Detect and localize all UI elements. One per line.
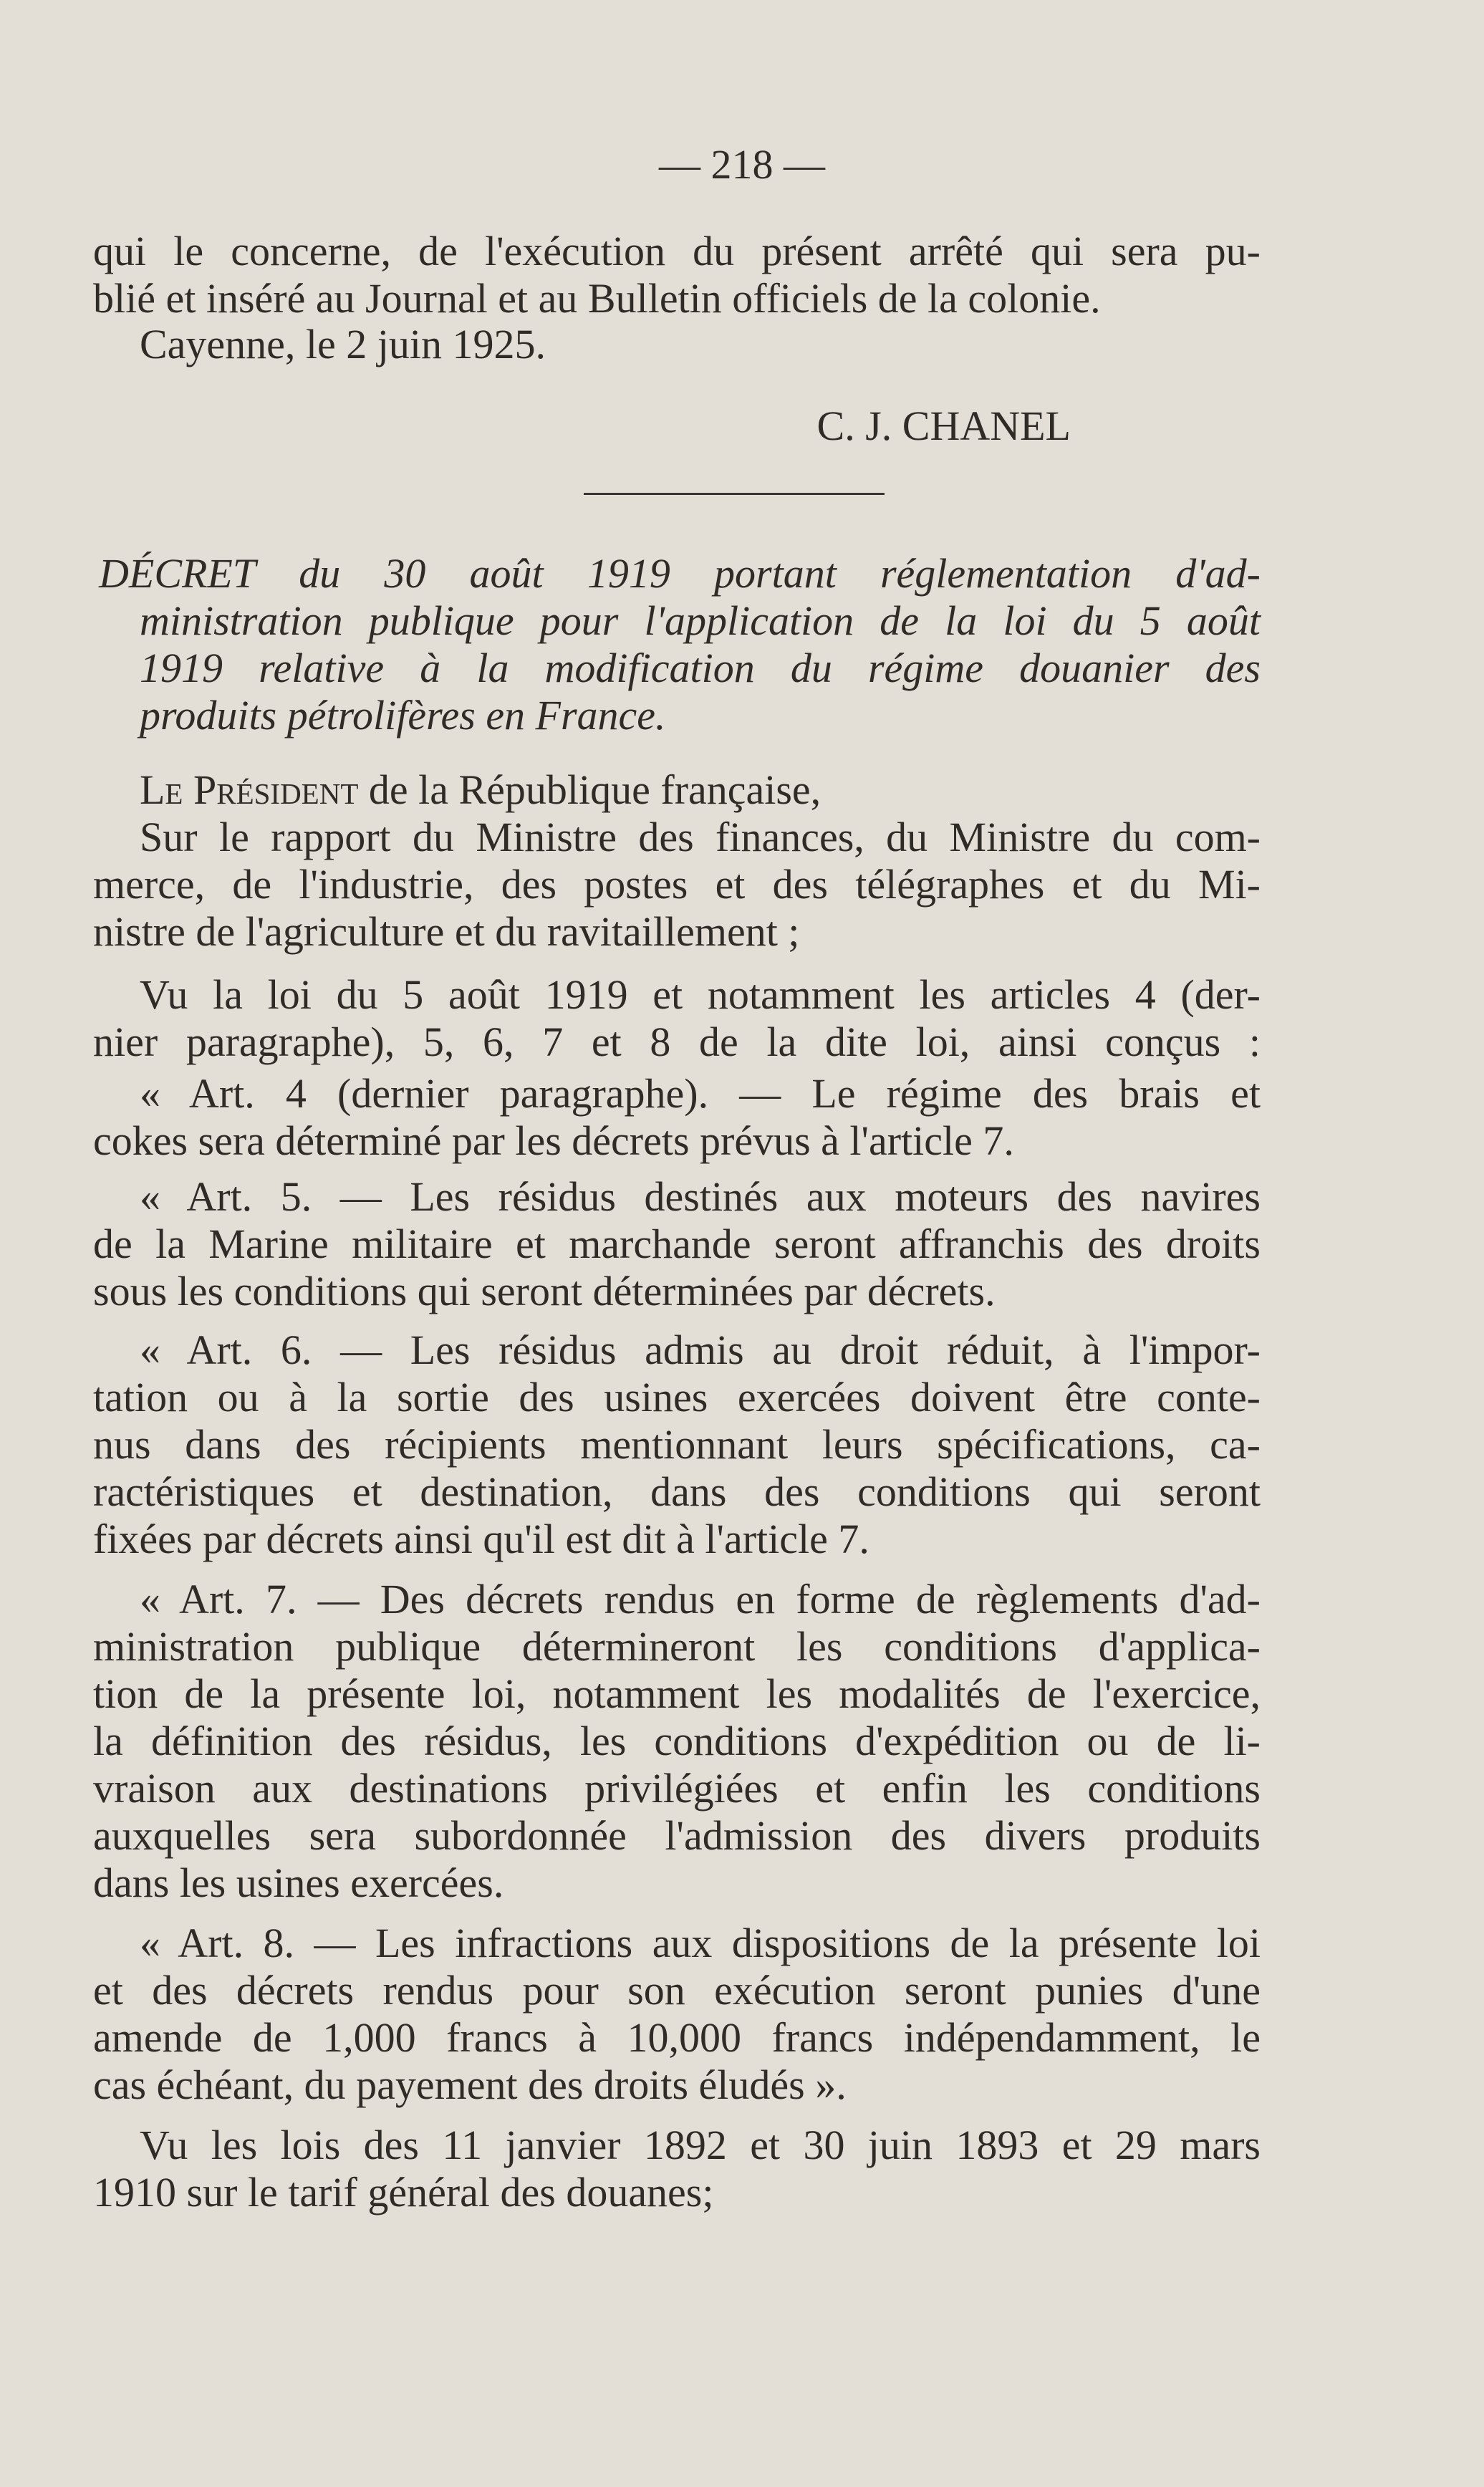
body-line: ministration publique détermineront les conditions d'applica- xyxy=(93,1623,1261,1670)
decree-title-line-4: produits pétrolifères en France. xyxy=(140,692,666,739)
body-line: « Art. 5. — Les résidus destinés aux moteurs des navires xyxy=(140,1173,1261,1220)
arrete-line-1: qui le concerne, de l'exécution du présent arrêté qui sera pu- xyxy=(93,228,1261,274)
body-line: tation ou à la sortie des usines exercées doivent être conte- xyxy=(93,1374,1261,1420)
body-line: auxquelles sera subordonnée l'admission des divers produits xyxy=(93,1812,1261,1859)
body-line: Vu la loi du 5 août 1919 et notamment les articles 4 (der- xyxy=(140,971,1261,1018)
body-line: cokes sera déterminé par les décrets prévus à l'article 7. xyxy=(93,1117,1014,1164)
decree-title-line-1: DÉCRET du 30 août 1919 portant réglementation d'ad- xyxy=(99,550,1261,597)
body-line: nier paragraphe), 5, 6, 7 et 8 de la dite loi, ainsi conçus : xyxy=(93,1019,1261,1065)
body-line: « Art. 7. — Des décrets rendus en forme de règlements d'ad- xyxy=(140,1576,1261,1622)
body-line: « Art. 4 (dernier paragraphe). — Le régime des brais et xyxy=(140,1070,1261,1117)
body-line: la définition des résidus, les conditions d'expédition ou de li- xyxy=(93,1718,1261,1764)
body-line: 1910 sur le tarif général des douanes; xyxy=(93,2169,714,2216)
president-rest: de la République française, xyxy=(368,766,822,813)
place-date: Cayenne, le 2 juin 1925. xyxy=(140,321,546,367)
body-line: amende de 1,000 francs à 10,000 francs indépendamment, le xyxy=(93,2014,1261,2061)
body-line: Vu les lois des 11 janvier 1892 et 30 juin 1893 et 29 mars xyxy=(140,2122,1261,2168)
signature: C. J. CHANEL xyxy=(816,403,1071,449)
body-line: dans les usines exercées. xyxy=(93,1860,504,1906)
body-line: « Art. 6. — Les résidus admis au droit réduit, à l'impor- xyxy=(140,1327,1261,1373)
body-line: ractéristiques et destination, dans des conditions qui seront xyxy=(93,1468,1261,1515)
president-caps: Le Président xyxy=(140,766,359,813)
body-line: de la Marine militaire et marchande seront affranchis des droits xyxy=(93,1221,1261,1267)
body-line: nistre de l'agriculture et du ravitaillement ; xyxy=(93,908,800,955)
decree-title-line-2: ministration publique pour l'application de la loi du 5 août xyxy=(140,597,1261,644)
decree-title-line-3: 1919 relative à la modification du régime douanier des xyxy=(140,645,1261,691)
body-line: Sur le rapport du Ministre des finances, du Ministre du com- xyxy=(140,814,1261,860)
president-line xyxy=(140,766,1307,814)
body-line: vraison aux destinations privilégiées et enfin les conditions xyxy=(93,1765,1261,1812)
body-line: fixées par décrets ainsi qu'il est dit à l'article 7. xyxy=(93,1516,869,1562)
body-line: cas échéant, du payement des droits éludés ». xyxy=(93,2062,847,2108)
arrete-line-2: blié et inséré au Journal et au Bulletin officiels de la colonie. xyxy=(93,275,1101,322)
body-line: sous les conditions qui seront déterminées par décrets. xyxy=(93,1268,996,1314)
body-line: merce, de l'industrie, des postes et des télégraphes et du Mi- xyxy=(93,861,1261,908)
body-line: tion de la présente loi, notamment les modalités de l'exercice, xyxy=(93,1670,1261,1717)
body-line: « Art. 8. — Les infractions aux dispositions de la présente loi xyxy=(140,1920,1261,1966)
section-divider xyxy=(584,493,885,495)
body-line: et des décrets rendus pour son exécution seront punies d'une xyxy=(93,1967,1261,2014)
page-number: — 218 — xyxy=(659,141,825,188)
body-line: nus dans des récipients mentionnant leurs spécifications, ca- xyxy=(93,1421,1261,1468)
